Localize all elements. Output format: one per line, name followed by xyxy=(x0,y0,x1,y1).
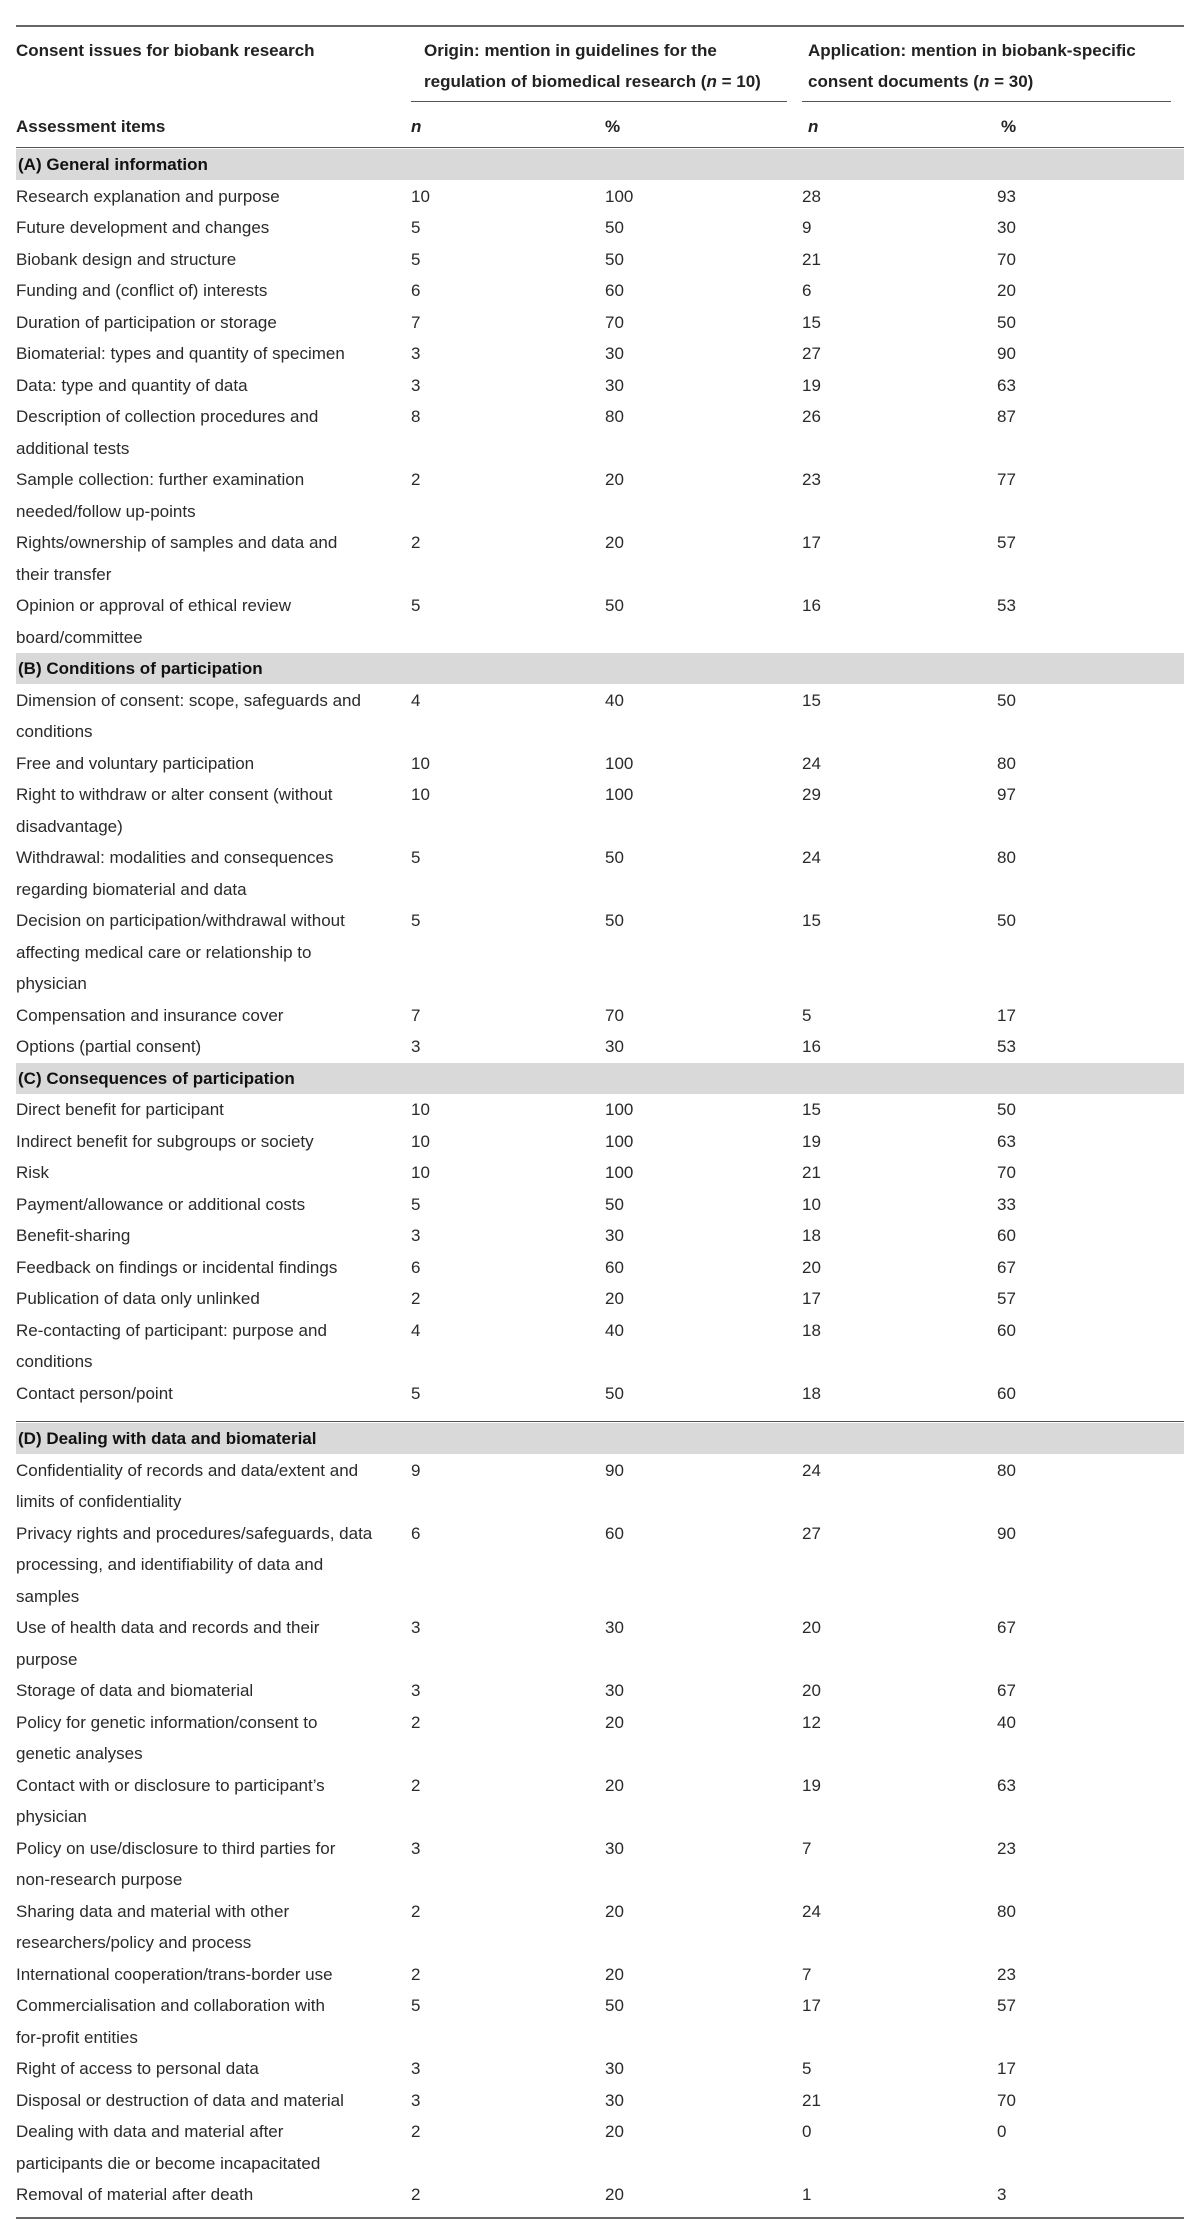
assessment-item-label: Confidentiality of records and data/extent and xyxy=(16,1460,359,1480)
application-n-value: 27 xyxy=(802,1523,821,1543)
application-n-value: 16 xyxy=(802,596,821,615)
origin-percent-value: 30 xyxy=(605,1037,624,1056)
assessment-item-label: Direct benefit for participant xyxy=(16,1100,224,1119)
origin-n-value: 2 xyxy=(411,1901,421,1921)
assessment-item-label: Right of access to personal data xyxy=(16,2059,259,2078)
assessment-item-label: Payment/allowance or additional costs xyxy=(16,1194,306,1214)
application-percent-value: 80 xyxy=(997,1460,1016,1480)
origin-n-value: 5 xyxy=(411,1996,421,2015)
application-percent-value: 67 xyxy=(997,1681,1016,1700)
assessment-item-label: samples xyxy=(16,1586,80,1606)
application-n-value: 24 xyxy=(802,1901,821,1921)
origin-n-value: 5 xyxy=(411,596,421,615)
assessment-item-label: Privacy rights and procedures/safeguards, data xyxy=(16,1523,373,1543)
origin-n-value: 5 xyxy=(411,1383,421,1403)
section-title: (C) Consequences of participation xyxy=(18,1068,295,1088)
application-percent-value: 53 xyxy=(997,596,1016,615)
application-n-value: 15 xyxy=(802,911,821,930)
subheader-application-n: n xyxy=(808,117,819,136)
assessment-item-label: conditions xyxy=(16,722,93,741)
application-n-value: 19 xyxy=(802,375,821,395)
application-percent-value: 23 xyxy=(997,1838,1016,1858)
section-header xyxy=(16,1063,1184,1094)
origin-percent-value: 30 xyxy=(605,2059,624,2078)
application-percent-value: 63 xyxy=(997,1775,1016,1795)
assessment-item-label: Options (partial consent) xyxy=(16,1037,202,1056)
application-n-value: 5 xyxy=(802,2059,812,2078)
origin-n-value: 3 xyxy=(411,1838,421,1858)
assessment-item-label: processing, and identifiability of data and xyxy=(16,1555,324,1574)
application-n-value: 21 xyxy=(802,2090,821,2110)
application-n-value: 0 xyxy=(802,2122,812,2141)
header-application-line1: Application: mention in biobank-specific xyxy=(808,41,1136,60)
assessment-item-label: Risk xyxy=(16,1163,50,1182)
origin-n-value: 3 xyxy=(411,2090,421,2110)
assessment-item-label: physician xyxy=(16,1807,87,1826)
application-percent-value: 50 xyxy=(997,312,1016,332)
origin-percent-value: 30 xyxy=(605,1226,624,1245)
application-n-value: 17 xyxy=(802,1289,821,1308)
application-percent-value: 50 xyxy=(997,1100,1016,1119)
assessment-item-label: board/committee xyxy=(16,627,143,647)
origin-percent-value: 50 xyxy=(605,218,624,237)
assessment-item-label: Compensation and insurance cover xyxy=(16,1005,284,1025)
application-percent-value: 70 xyxy=(997,2090,1016,2110)
application-n-value: 10 xyxy=(802,1194,821,1214)
origin-percent-value: 100 xyxy=(605,1131,634,1151)
assessment-item-label: Decision on participation/withdrawal without xyxy=(16,911,345,930)
origin-n-value: 5 xyxy=(411,249,421,269)
application-n-value: 28 xyxy=(802,186,821,206)
origin-n-value: 2 xyxy=(411,1775,421,1795)
application-percent-value: 67 xyxy=(997,1618,1016,1637)
origin-percent-value: 20 xyxy=(605,1289,624,1308)
origin-n-value: 2 xyxy=(411,2185,421,2204)
origin-n-value: 4 xyxy=(411,690,421,710)
assessment-item-label: additional tests xyxy=(16,438,130,458)
origin-n-value: 3 xyxy=(411,1226,421,1245)
assessment-item-label: purpose xyxy=(16,1649,78,1669)
origin-percent-value: 70 xyxy=(605,312,624,332)
application-percent-value: 80 xyxy=(997,753,1016,773)
application-percent-value: 60 xyxy=(997,1320,1016,1340)
origin-n-value: 9 xyxy=(411,1460,421,1480)
application-percent-value: 30 xyxy=(997,218,1016,237)
application-n-value: 17 xyxy=(802,533,821,552)
assessment-item-label: Publication of data only unlinked xyxy=(16,1289,260,1308)
application-n-value: 19 xyxy=(802,1131,821,1151)
origin-n-value: 10 xyxy=(411,186,430,206)
header-consent-issues: Consent issues for biobank research xyxy=(16,41,315,60)
origin-n-value: 3 xyxy=(411,344,421,363)
origin-n-value: 10 xyxy=(411,1100,430,1119)
section-separator-rule xyxy=(16,1421,1184,1422)
subheader-rule xyxy=(16,147,1184,148)
origin-n-value: 10 xyxy=(411,1163,430,1182)
origin-n-value: 10 xyxy=(411,753,430,773)
origin-percent-value: 60 xyxy=(605,281,624,300)
assessment-item-label: physician xyxy=(16,974,87,993)
application-percent-value: 40 xyxy=(997,1712,1016,1732)
origin-n-value: 5 xyxy=(411,218,421,237)
application-n-value: 9 xyxy=(802,218,812,237)
assessment-item-label: Research explanation and purpose xyxy=(16,186,280,206)
header-application-underline xyxy=(802,101,1171,102)
origin-n-value: 2 xyxy=(411,2122,421,2141)
assessment-item-label: Policy for genetic information/consent to xyxy=(16,1712,318,1732)
application-percent-value: 97 xyxy=(997,785,1016,804)
application-n-value: 29 xyxy=(802,785,821,804)
assessment-item-label: Opinion or approval of ethical review xyxy=(16,596,291,615)
origin-n-value: 5 xyxy=(411,848,421,867)
assessment-item-label: Benefit-sharing xyxy=(16,1226,131,1245)
subheader-application-percent: % xyxy=(1001,117,1017,136)
origin-n-value: 3 xyxy=(411,2059,421,2078)
application-n-value: 6 xyxy=(802,281,812,300)
origin-n-value: 6 xyxy=(411,1257,421,1277)
assessment-item-label: conditions xyxy=(16,1352,93,1371)
origin-percent-value: 70 xyxy=(605,1005,624,1025)
subheader-origin-percent: % xyxy=(605,117,621,136)
application-percent-value: 63 xyxy=(997,375,1016,395)
section-header xyxy=(16,149,1184,180)
origin-percent-value: 60 xyxy=(605,1257,624,1277)
origin-n-value: 3 xyxy=(411,1681,421,1700)
table-bottom-rule xyxy=(16,2217,1184,2219)
assessment-item-label: Storage of data and biomaterial xyxy=(16,1681,254,1700)
assessment-item-label: Biomaterial: types and quantity of specimen xyxy=(16,344,345,363)
origin-percent-value: 30 xyxy=(605,1618,624,1637)
application-n-value: 20 xyxy=(802,1681,821,1700)
application-n-value: 7 xyxy=(802,1964,812,1984)
application-percent-value: 57 xyxy=(997,1289,1016,1308)
assessment-item-label: Policy on use/disclosure to third parties for xyxy=(16,1838,336,1858)
assessment-item-label: Dealing with data and material after xyxy=(16,2122,284,2141)
application-percent-value: 70 xyxy=(997,249,1016,269)
application-percent-value: 20 xyxy=(997,281,1016,300)
origin-n-value: 7 xyxy=(411,1005,421,1025)
application-percent-value: 90 xyxy=(997,344,1016,363)
origin-percent-value: 100 xyxy=(605,785,634,804)
origin-n-value: 6 xyxy=(411,1523,421,1543)
origin-n-value: 2 xyxy=(411,1712,421,1732)
subheader-assessment-items: Assessment items xyxy=(16,117,166,136)
application-n-value: 24 xyxy=(802,1460,821,1480)
assessment-item-label: Removal of material after death xyxy=(16,2185,254,2204)
origin-percent-value: 30 xyxy=(605,1681,624,1700)
origin-percent-value: 20 xyxy=(605,470,624,489)
application-n-value: 16 xyxy=(802,1037,821,1056)
application-percent-value: 93 xyxy=(997,186,1016,206)
origin-percent-value: 30 xyxy=(605,2090,624,2110)
assessment-item-label: Right to withdraw or alter consent (without xyxy=(16,785,333,804)
section-header xyxy=(16,653,1184,684)
application-n-value: 21 xyxy=(802,1163,821,1182)
application-percent-value: 3 xyxy=(997,2185,1007,2204)
origin-percent-value: 50 xyxy=(605,596,624,615)
assessment-item-label: International cooperation/trans-border use xyxy=(16,1964,333,1984)
origin-percent-value: 100 xyxy=(605,1100,634,1119)
application-n-value: 20 xyxy=(802,1257,821,1277)
assessment-item-label: Indirect benefit for subgroups or society xyxy=(16,1131,314,1151)
origin-n-value: 10 xyxy=(411,785,430,804)
application-percent-value: 50 xyxy=(997,690,1016,710)
assessment-item-label: affecting medical care or relationship to xyxy=(16,942,312,962)
origin-percent-value: 100 xyxy=(605,186,634,206)
assessment-item-label: Sample collection: further examination xyxy=(16,470,305,489)
application-percent-value: 33 xyxy=(997,1194,1016,1214)
application-n-value: 23 xyxy=(802,470,821,489)
assessment-item-label: Use of health data and records and their xyxy=(16,1618,320,1637)
application-percent-value: 63 xyxy=(997,1131,1016,1151)
assessment-item-label: Biobank design and structure xyxy=(16,249,237,269)
assessment-item-label: Duration of participation or storage xyxy=(16,312,277,332)
header-origin-line1: Origin: mention in guidelines for the xyxy=(424,41,717,60)
assessment-item-label: needed/follow up-points xyxy=(16,501,196,521)
origin-percent-value: 100 xyxy=(605,753,634,773)
origin-percent-value: 20 xyxy=(605,1964,624,1984)
application-n-value: 19 xyxy=(802,1775,821,1795)
assessment-item-label: regarding biomaterial and data xyxy=(16,879,247,899)
assessment-item-label: participants die or become incapacitated xyxy=(16,2153,321,2173)
application-percent-value: 23 xyxy=(997,1964,1016,1984)
application-n-value: 18 xyxy=(802,1383,821,1403)
application-percent-value: 17 xyxy=(997,1005,1016,1025)
application-percent-value: 60 xyxy=(997,1383,1016,1403)
application-n-value: 20 xyxy=(802,1618,821,1637)
assessment-item-label: Dimension of consent: scope, safeguards and xyxy=(16,690,361,710)
assessment-item-label: Funding and (conflict of) interests xyxy=(16,281,268,300)
application-n-value: 15 xyxy=(802,312,821,332)
assessment-item-label: for-profit entities xyxy=(16,2027,138,2047)
origin-n-value: 2 xyxy=(411,1964,421,1984)
application-n-value: 5 xyxy=(802,1005,812,1025)
assessment-item-label: Commercialisation and collaboration with xyxy=(16,1996,325,2015)
origin-percent-value: 20 xyxy=(605,1712,624,1732)
application-percent-value: 77 xyxy=(997,470,1016,489)
origin-percent-value: 50 xyxy=(605,848,624,867)
origin-percent-value: 80 xyxy=(605,407,624,426)
origin-n-value: 10 xyxy=(411,1131,430,1151)
assessment-item-label: Rights/ownership of samples and data and xyxy=(16,533,338,552)
origin-n-value: 2 xyxy=(411,533,421,552)
assessment-item-label: Disposal or destruction of data and material xyxy=(16,2090,344,2110)
assessment-item-label: Contact person/point xyxy=(16,1383,173,1403)
assessment-item-label: Future development and changes xyxy=(16,218,270,237)
assessment-item-label: Sharing data and material with other xyxy=(16,1901,290,1921)
header-origin-underline xyxy=(411,101,787,102)
origin-n-value: 3 xyxy=(411,1037,421,1056)
application-percent-value: 70 xyxy=(997,1163,1016,1182)
section-title: (B) Conditions of participation xyxy=(18,659,263,678)
application-n-value: 27 xyxy=(802,344,821,363)
origin-percent-value: 20 xyxy=(605,1901,624,1921)
assessment-item-label: Feedback on findings or incidental findings xyxy=(16,1257,338,1277)
origin-percent-value: 60 xyxy=(605,1523,624,1543)
application-n-value: 21 xyxy=(802,249,821,269)
header-application-line2: consent documents (n = 30) xyxy=(808,72,1034,91)
origin-n-value: 7 xyxy=(411,312,421,332)
application-n-value: 7 xyxy=(802,1838,812,1858)
origin-n-value: 3 xyxy=(411,1618,421,1637)
assessment-item-label: Re-contacting of participant: purpose and xyxy=(16,1320,327,1340)
origin-percent-value: 30 xyxy=(605,375,624,395)
origin-percent-value: 50 xyxy=(605,911,624,930)
origin-percent-value: 20 xyxy=(605,533,624,552)
subheader-origin-n: n xyxy=(411,117,422,136)
application-percent-value: 87 xyxy=(997,407,1016,426)
assessment-item-label: Description of collection procedures and xyxy=(16,407,319,426)
application-percent-value: 80 xyxy=(997,1901,1016,1921)
assessment-item-label: genetic analyses xyxy=(16,1744,143,1763)
origin-n-value: 5 xyxy=(411,1194,421,1214)
origin-percent-value: 50 xyxy=(605,1996,624,2015)
table-top-rule xyxy=(16,25,1184,27)
origin-percent-value: 50 xyxy=(605,249,624,269)
application-n-value: 24 xyxy=(802,848,821,867)
application-percent-value: 57 xyxy=(997,533,1016,552)
application-n-value: 15 xyxy=(802,690,821,710)
origin-percent-value: 40 xyxy=(605,690,624,710)
origin-n-value: 2 xyxy=(411,1289,421,1308)
origin-n-value: 5 xyxy=(411,911,421,930)
assessment-item-label: Data: type and quantity of data xyxy=(16,375,248,395)
origin-n-value: 6 xyxy=(411,281,421,300)
origin-percent-value: 20 xyxy=(605,1775,624,1795)
origin-percent-value: 30 xyxy=(605,344,624,363)
assessment-item-label: their transfer xyxy=(16,564,112,584)
origin-n-value: 8 xyxy=(411,407,421,426)
assessment-item-label: Contact with or disclosure to participant’s xyxy=(16,1775,325,1795)
application-n-value: 17 xyxy=(802,1996,821,2015)
origin-percent-value: 90 xyxy=(605,1460,624,1480)
application-percent-value: 17 xyxy=(997,2059,1016,2078)
application-percent-value: 60 xyxy=(997,1226,1016,1245)
application-n-value: 1 xyxy=(802,2185,812,2204)
assessment-item-label: Withdrawal: modalities and consequences xyxy=(16,848,334,867)
application-n-value: 18 xyxy=(802,1320,821,1340)
application-percent-value: 80 xyxy=(997,848,1016,867)
application-n-value: 12 xyxy=(802,1712,821,1732)
origin-percent-value: 50 xyxy=(605,1383,624,1403)
assessment-item-label: non-research purpose xyxy=(16,1870,183,1889)
origin-percent-value: 50 xyxy=(605,1194,624,1214)
origin-percent-value: 30 xyxy=(605,1838,624,1858)
origin-percent-value: 20 xyxy=(605,2122,624,2141)
section-title: (A) General information xyxy=(18,155,208,174)
application-percent-value: 50 xyxy=(997,911,1016,930)
origin-percent-value: 40 xyxy=(605,1320,624,1340)
header-origin-line2: regulation of biomedical research (n = 10) xyxy=(424,72,761,91)
application-percent-value: 0 xyxy=(997,2122,1007,2141)
assessment-item-label: limits of confidentiality xyxy=(16,1492,182,1511)
application-n-value: 15 xyxy=(802,1100,821,1119)
application-percent-value: 53 xyxy=(997,1037,1016,1056)
application-n-value: 18 xyxy=(802,1226,821,1245)
origin-n-value: 4 xyxy=(411,1320,421,1340)
section-header xyxy=(16,1423,1184,1454)
application-n-value: 26 xyxy=(802,407,821,426)
origin-n-value: 3 xyxy=(411,375,421,395)
application-n-value: 24 xyxy=(802,753,821,773)
application-percent-value: 90 xyxy=(997,1523,1016,1543)
section-title: (D) Dealing with data and biomaterial xyxy=(18,1429,317,1448)
assessment-item-label: Free and voluntary participation xyxy=(16,753,255,773)
assessment-item-label: disadvantage) xyxy=(16,816,123,836)
assessment-item-label: researchers/policy and process xyxy=(16,1933,252,1952)
origin-n-value: 2 xyxy=(411,470,421,489)
origin-percent-value: 100 xyxy=(605,1163,634,1182)
application-percent-value: 57 xyxy=(997,1996,1016,2015)
origin-percent-value: 20 xyxy=(605,2185,624,2204)
application-percent-value: 67 xyxy=(997,1257,1016,1277)
